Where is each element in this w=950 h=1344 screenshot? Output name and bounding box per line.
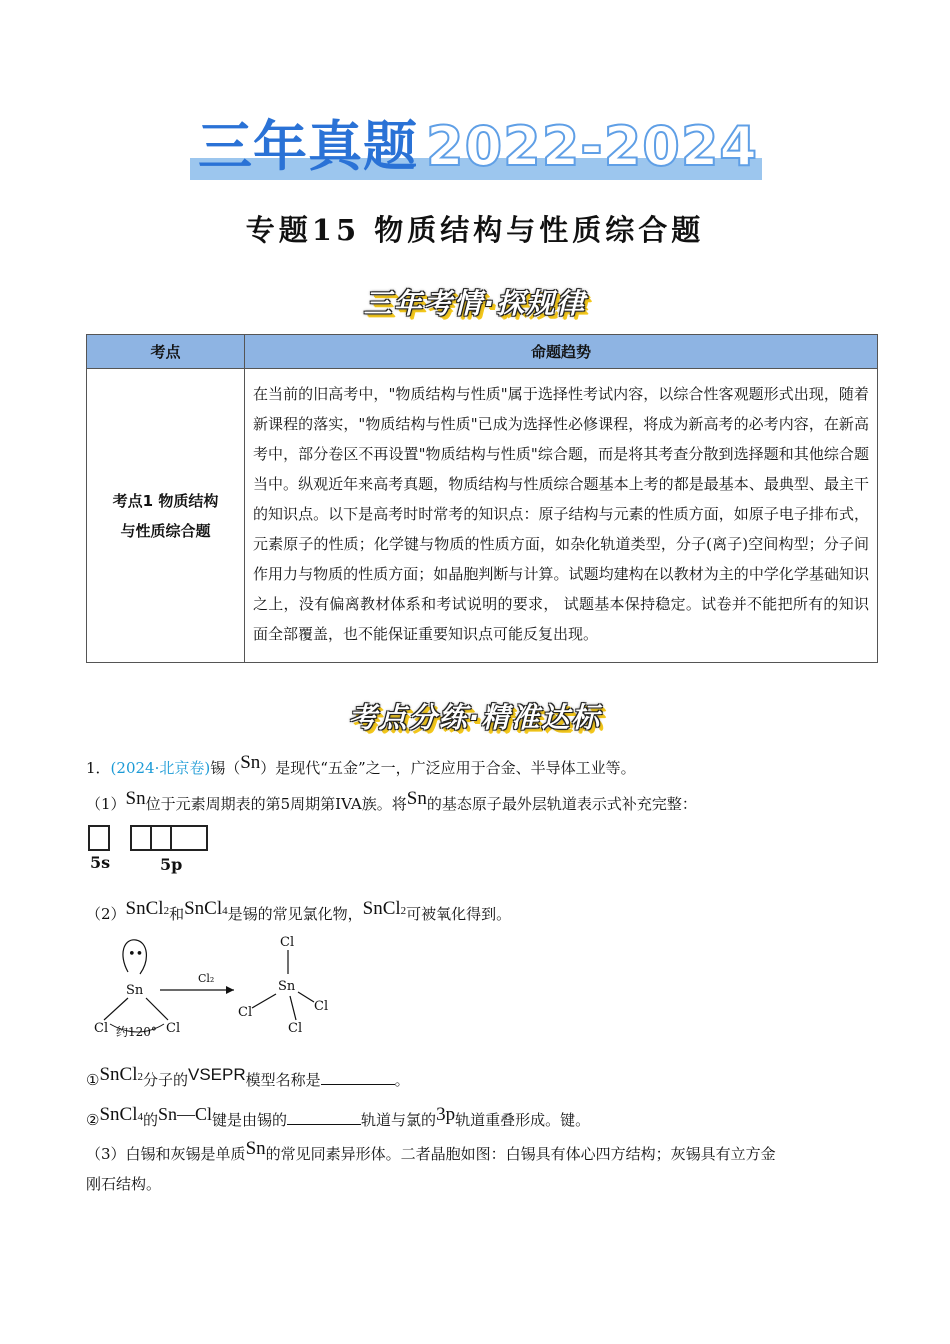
question-stem (86, 752, 636, 780)
chem-sncl4: SnCl4 (184, 898, 228, 919)
stem-text-a: 锡（ (210, 759, 241, 777)
header-topic: 考点 (87, 335, 245, 369)
part2-text-a: 是锡的常见氯化物， (227, 905, 363, 923)
subq2-line (86, 1106, 590, 1134)
bond-left-1 (104, 998, 128, 1020)
bond-right-4 (290, 996, 296, 1020)
part3-text-a: 白锡和灰锡是单质 (125, 1145, 246, 1163)
subq2-text-c: 轨道与氯的 (361, 1111, 437, 1129)
topic-line2: 与性质综合题 (120, 521, 211, 540)
header-banner (190, 115, 762, 184)
orbital-3p-text: 3p (436, 1104, 456, 1125)
bond-right-3 (298, 992, 314, 1002)
chem-sncl2: SnCl2 (99, 1064, 143, 1085)
chem-sncl2: SnCl2 (125, 898, 170, 919)
bond-left-2 (146, 998, 168, 1020)
chem-sn: Sn (125, 788, 146, 809)
cl-atom-4: Cl (238, 1005, 253, 1020)
orbital-5p-label: 5p (160, 855, 183, 874)
section-banner-practice: 考点分练·精准达标 (348, 701, 602, 734)
angle-label: 约120° (116, 1025, 157, 1039)
bond-text: Sn—Cl (158, 1104, 213, 1124)
part3-line-2: 刚石结构。 (86, 1175, 162, 1193)
subq2-text-a: 的 (142, 1111, 158, 1129)
trend-table (86, 334, 878, 663)
chem-sncl2: SnCl2 (362, 898, 407, 919)
chem-sn: Sn (406, 788, 427, 809)
banner-part1: 三年真题 (198, 115, 418, 178)
lone-pair-dots: •• (128, 947, 144, 962)
answer-blank-1[interactable] (321, 1066, 395, 1085)
bond-right-2 (252, 994, 276, 1008)
answer-blank-2[interactable] (287, 1106, 361, 1125)
question-source[interactable]: (2024·北京卷) (110, 759, 211, 777)
reaction-arrowhead (226, 986, 234, 994)
trend-cell: 在当前的旧高考中，"物质结构与性质"属于选择性考试内容，以综合性客观题形式出现，随着新课程的落实，"物质结构与性质"已成为选择性必修课程，将成为新高考的必考内容，在新高考中，部分卷区不再设置"物质结构与性质"综合题，而是将其考查分散到选择题和其他综合题当中。纵观近年来高考真题，物质结构与性质综合题基本上考的都是最基本、最典型、最主干的知识点。以下是高考时时常考的知识点：原子结构与元素的性质方面，如原子电子排布式，元素原子的性质；化学键与物质的性质方面，如杂化轨道类型，分子(离子)空间构型；分子间作用力与物质的性质方面；如晶胞判断与计算。试题均建构在以教材为主的中学化学基础知识之上，没有偏离教材体系和考试说明的要求， 试题基本保持稳定。试卷并不能把所有的知识面全部覆盖，也不能保证重要知识点可能反复出现。 (245, 369, 878, 663)
part1-text-a: 位于元素周期表的第5周期第IVA族。将 (145, 795, 407, 813)
subq2-text-b: 键是由锡的 (212, 1111, 288, 1129)
stem-text-b: ）是现代“五金”之一，广泛应用于合金、半导体工业等。 (260, 759, 636, 777)
question-number: 1． (86, 759, 111, 777)
header-trend: 命题趋势 (245, 335, 878, 369)
orbital-5p-box-3[interactable] (170, 825, 208, 851)
part1-line (86, 788, 697, 816)
cl-atom-3: Cl (280, 935, 295, 950)
part2-line (86, 898, 512, 928)
subq1-mark: ① (86, 1071, 100, 1089)
subq1-line (86, 1066, 410, 1094)
sn-atom-left: Sn (126, 983, 144, 998)
cl-atom-5: Cl (314, 999, 329, 1014)
document-title: 专题15 物质结构与性质综合题 (245, 213, 705, 247)
part1-text-b: 的基态原子最外层轨道表示式补充完整： (426, 795, 697, 813)
banner-part2: 2022-2024 (426, 115, 758, 178)
cl-atom-1: Cl (94, 1021, 109, 1036)
part3-line-1 (86, 1138, 776, 1166)
orbital-diagram (88, 825, 218, 875)
table-row (87, 369, 878, 663)
and-text: 和 (169, 905, 185, 923)
table-header-row (87, 335, 878, 369)
section-banner-trends: 三年考情·探规律 (363, 287, 587, 320)
part3-text-b: 的常见同素异形体。二者晶胞如图：白锡具有体心四方结构；灰锡具有立方金 (265, 1145, 776, 1163)
part2-label: （2） (86, 905, 126, 923)
subq1-text-a: 分子的 (142, 1071, 188, 1089)
subq2-text-d: 轨道重叠形成。键。 (455, 1111, 591, 1129)
part1-label: （1） (86, 795, 126, 813)
cl-atom-2: Cl (166, 1021, 181, 1036)
chem-sn: Sn (245, 1138, 266, 1159)
cl-atom-6: Cl (288, 1021, 303, 1036)
banner-text (198, 112, 758, 182)
subq1-text-b: 模型名称是 (245, 1071, 321, 1089)
sn-atom-right: Sn (278, 979, 296, 994)
subq1-end: 。 (394, 1071, 410, 1089)
orbital-5p-box-2[interactable] (150, 825, 172, 851)
subq2-mark: ② (86, 1111, 100, 1129)
part2-text-b: 可被氧化得到。 (406, 905, 512, 923)
topic-line1: 考点1 物质结构 (112, 491, 219, 510)
vsepr-text: VSEPR (188, 1065, 246, 1084)
orbital-5s-label: 5s (90, 853, 111, 872)
part3-label: （3） (86, 1145, 126, 1163)
reaction-diagram (88, 932, 348, 1042)
chem-sn: Sn (240, 752, 261, 773)
chem-sncl4: SnCl4 (99, 1104, 143, 1125)
topic-cell (87, 369, 245, 663)
reagent-label: Cl₂ (198, 972, 215, 985)
orbital-5s-box[interactable] (88, 825, 110, 851)
orbital-5p-box-1[interactable] (130, 825, 152, 851)
